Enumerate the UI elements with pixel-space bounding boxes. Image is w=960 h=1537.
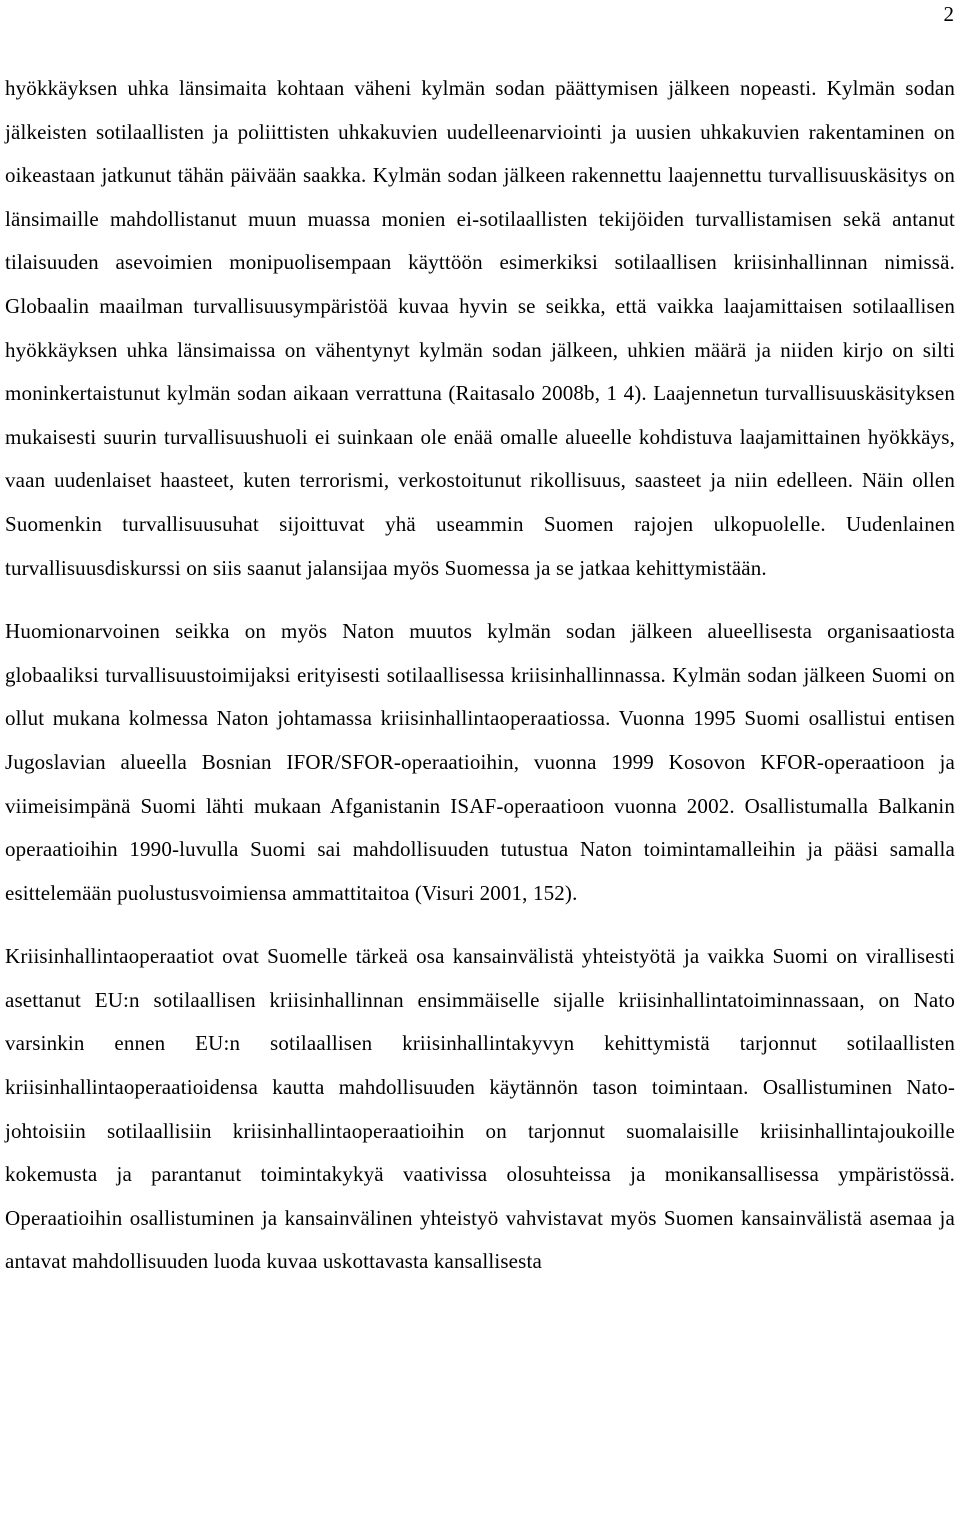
page-number: 2 bbox=[943, 2, 954, 26]
paragraph-2: Huomionarvoinen seikka on myös Naton muutos kylmän sodan jälkeen alueellisesta organisaatiosta globaaliksi turvallisuustoimijaksi erityisesti sotilaallisessa kriisinhallinnassa. Kylmän sodan jälkeen Suomi on ollut mukana kolmessa Naton johtamassa kriisinhallintaoperaatiossa. Vuonna 1995 Suomi osallistui entisen Jugoslavian alueella Bosnian IFOR/SFOR-operaatioihin, vuonna 1999 Kosovon KFOR-operaatioon ja viimeisimpänä Suomi lähti mukaan Afganistanin ISAF-operaatioon vuonna 2002. Osallistumalla Balkanin operaatioihin 1990-luvulla Suomi sai mahdollisuuden tutustua Naton toimintamalleihin ja pääsi samalla esittelemään puolustusvoimiensa ammattitaitoa (Visuri 2001, 152). bbox=[5, 619, 955, 905]
document-body bbox=[5, 67, 955, 1284]
paragraph-3: Kriisinhallintaoperaatiot ovat Suomelle tärkeä osa kansainvälistä yhteistyötä ja vaikka Suomi on virallisesti asettanut EU:n sotilaallisen kriisinhallinnan ensimmäiselle sijalle kriisinhallintatoiminnassaan, on Nato varsinkin ennen EU:n sotilaallisen kriisinhallintakyvyn kehittymistä tarjonnut sotilaallisten kriisinhallintaoperaatioidensa kautta mahdollisuuden käytännön tason toimintaan. Osallistuminen Nato-johtoisiin sotilaallisiin kriisinhallintaoperaatioihin on tarjonnut suomalaisille kriisinhallintajoukoille kokemusta ja parantanut toimintakykyä vaativissa olosuhteissa ja monikansallisessa ympäristössä. Operaatioihin osallistuminen ja kansainvälinen yhteistyö vahvistavat myös Suomen kansainvälistä asemaa ja antavat mahdollisuuden luoda kuvaa uskottavasta kansallisesta bbox=[5, 944, 955, 1274]
paragraph-1: hyökkäyksen uhka länsimaita kohtaan väheni kylmän sodan päättymisen jälkeen nopeasti. Kylmän sodan jälkeisten sotilaallisten ja poliittisten uhkakuvien uudelleenarviointi ja uusien uhkakuvien rakentaminen on oikeastaan jatkunut tähän päivään saakka. Kylmän sodan jälkeen rakennettu laajennettu turvallisuuskäsitys on länsimaille mahdollistanut muun muassa monien ei-sotilaallisten tekijöiden turvallistamisen sekä antanut tilaisuuden asevoimien monipuolisempaan käyttöön esimerkiksi sotilaallisen kriisinhallinnan nimissä. Globaalin maailman turvallisuusympäristöä kuvaa hyvin se seikka, että vaikka laajamittaisen sotilaallisen hyökkäyksen uhka länsimaissa on vähentynyt kylmän sodan jälkeen, uhkien määrä ja niiden kirjo on silti moninkertaistunut kylmän sodan aikaan verrattuna (Raitasalo 2008b, 1 4). Laajennetun turvallisuuskäsityksen mukaisesti suurin turvallisuushuoli ei suinkaan ole enää omalle alueelle kohdistuva laajamittainen hyökkäys, vaan uudenlaiset haasteet, kuten terrorismi, verkostoitunut rikollisuus, saasteet ja niin edelleen. Näin ollen Suomenkin turvallisuusuhat sijoittuvat yhä useammin Suomen rajojen ulkopuolelle. Uudenlainen turvallisuusdiskurssi on siis saanut jalansijaa myös Suomessa ja se jatkaa kehittymistään. bbox=[5, 76, 955, 580]
